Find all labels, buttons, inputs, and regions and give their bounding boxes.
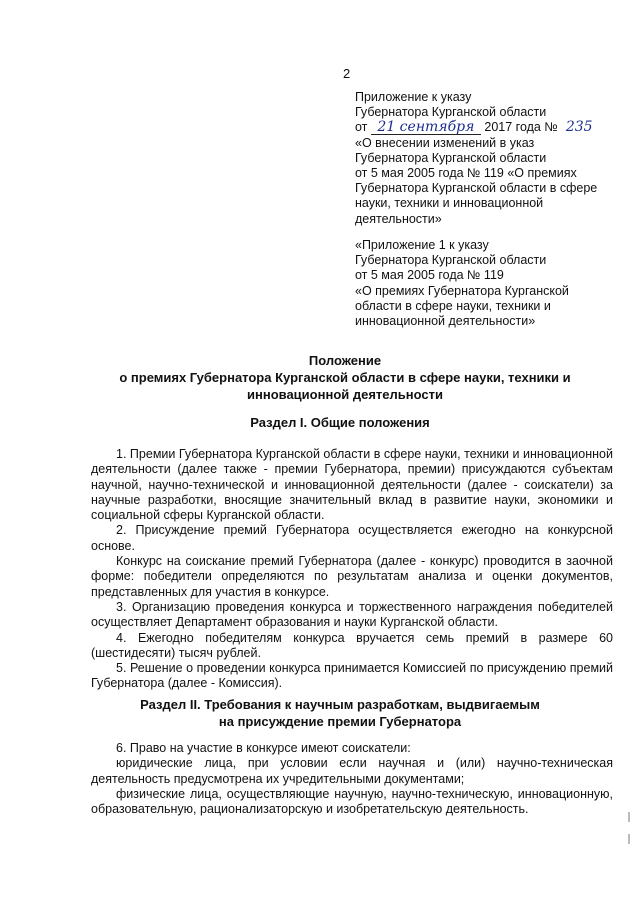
- paragraph: 5. Решение о проведении конкурса принимается Комиссией по присуждению премий Губернатора (далее - Комиссия).: [91, 661, 613, 691]
- regulation-title-line: Положение: [308, 353, 382, 368]
- appendix-original-block: [355, 238, 605, 329]
- paragraph: 1. Премии Губернатора Курганской области в сфере науки, техники и инновационной деятельности (далее также - премии Губернатора, премии) присуждаются субъектам научной, научно-технической и инновационной деятельности (далее - соискатели) за научные разработки, вносящие значительный вклад в развитие науки, экономики и социальной сферы Курганской области.: [91, 447, 613, 523]
- section-1-heading: Раздел I. Общие положения: [250, 415, 430, 430]
- section-1-body: [91, 447, 613, 692]
- appendix-line: области в сфере науки, техники и: [355, 298, 551, 313]
- year-text: 2017 года №: [484, 120, 558, 135]
- appendix-line: от 5 мая 2005 года № 119: [355, 268, 504, 283]
- handwritten-date: 21 сентября: [371, 121, 481, 135]
- regulation-title-line: инновационной деятельности: [247, 387, 443, 402]
- appendix-line: Губернатора Курганской области: [355, 150, 547, 165]
- paragraph: 2. Присуждение премий Губернатора осуществляется ежегодно на конкурсной основе.: [91, 523, 613, 553]
- appendix-line: инновационной деятельности»: [355, 314, 536, 329]
- paragraph: Конкурс на соискание премий Губернатора (далее - конкурс) проводится в заочной форме: победители определяются по результатам анализа и оценки документов, представленных для участия в конкурсе.: [91, 554, 613, 599]
- section-2-body: [91, 741, 613, 817]
- appendix-line: науки, техники и инновационной: [355, 196, 544, 211]
- handwritten-number: 235: [565, 119, 593, 136]
- paragraph: 6. Право на участие в конкурсе имеют соискатели:: [116, 741, 411, 755]
- appendix-line: «О внесении изменений в указ: [355, 135, 535, 150]
- decree-date-line: [355, 120, 605, 135]
- regulation-title: [95, 352, 595, 403]
- appendix-line: Губернатора Курганской области в сфере: [355, 181, 598, 196]
- scan-margin-mark: [628, 834, 630, 844]
- section-heading-line: на присуждение премии Губернатора: [218, 714, 462, 729]
- paragraph: физические лица, осуществляющие научную, научно-техническую, инновационную, образовательную, рационализаторскую и изобретательскую деятельность.: [91, 786, 613, 817]
- paragraph: 4. Ежегодно победителям конкурса вручается семь премий в размере 60 (шестидесяти) тысяч рублей.: [91, 630, 613, 660]
- appendix-line: Приложение к указу: [355, 90, 472, 104]
- scan-margin-mark: [628, 812, 630, 822]
- appendix-line: Губернатора Курганской области: [355, 253, 547, 268]
- regulation-title-line: о премиях Губернатора Курганской области в сфере науки, техники и: [119, 370, 571, 385]
- appendix-line: деятельности»: [355, 211, 442, 226]
- appendix-line: «О премиях Губернатора Курганской: [355, 283, 569, 298]
- appendix-decree-block: [355, 90, 605, 227]
- section-2-heading: [70, 696, 610, 730]
- appendix-line: Губернатора Курганской области: [355, 105, 547, 120]
- date-prefix: от: [355, 120, 368, 135]
- paragraph: юридические лица, при условии если научная и (или) научно-техническая деятельность предусмотрена их учредительными документами;: [91, 756, 613, 786]
- appendix-line: от 5 мая 2005 года № 119 «О премиях: [355, 166, 577, 181]
- page-number: 2: [343, 66, 351, 81]
- appendix-line: «Приложение 1 к указу: [355, 238, 489, 252]
- paragraph: 3. Организацию проведения конкурса и торжественного награждения победителей осуществляет Департамент образования и науки Курганской области.: [91, 599, 613, 630]
- section-heading-line: Раздел II. Требования к научным разработкам, выдвигаемым: [140, 697, 540, 712]
